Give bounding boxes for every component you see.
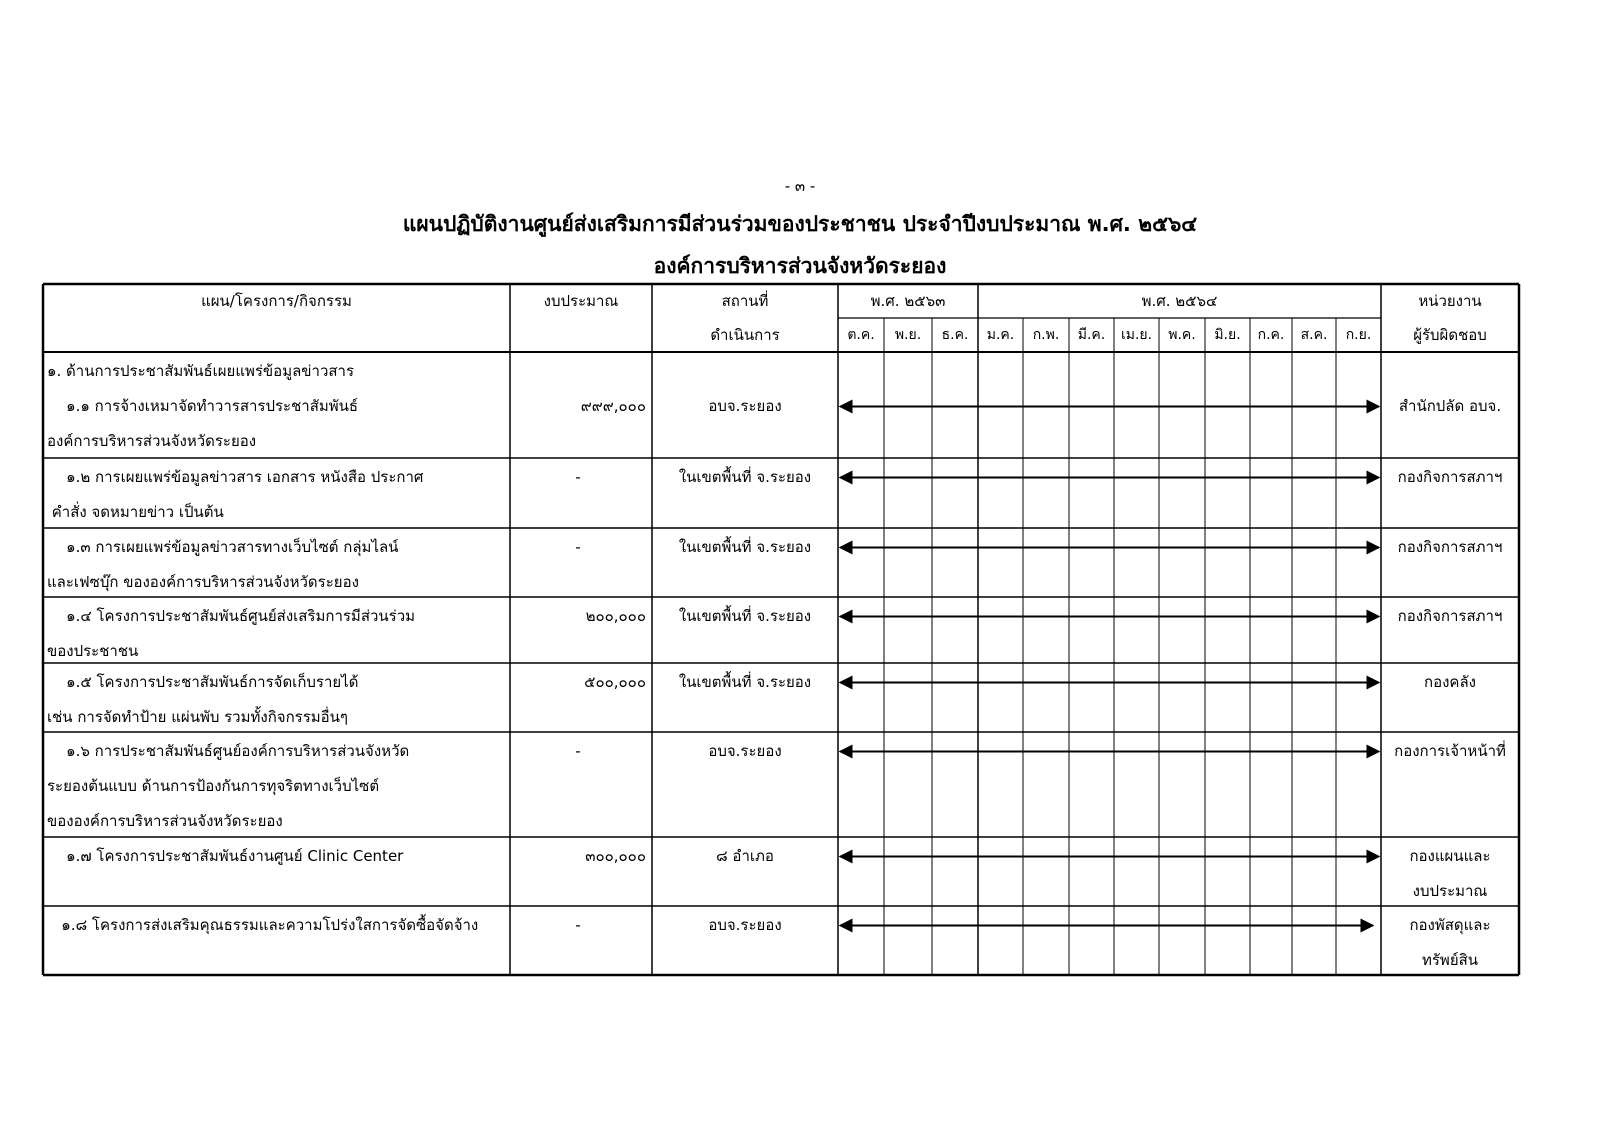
- row-activity-line: เช่น การจัดทำป้าย แผ่นพับ รวมทั้งกิจกรรมอื่นๆ: [47, 708, 348, 726]
- row-budget: -: [575, 916, 581, 934]
- row-location: ในเขตพื้นที่ จ.ระยอง: [678, 468, 812, 486]
- row-location: ในเขตพื้นที่ จ.ระยอง: [678, 607, 812, 625]
- row-budget: ๕๐๐,๐๐๐: [584, 673, 646, 691]
- header-month: มิ.ย.: [1214, 327, 1241, 343]
- row-activity-line: ระยองต้นแบบ ด้านการป้องกันการทุจริตทางเว็บไซต์: [47, 777, 380, 795]
- header-month: ก.ค.: [1257, 327, 1285, 343]
- header-month: ต.ค.: [847, 327, 875, 343]
- page-title: แผนปฏิบัติงานศูนย์ส่งเสริมการมีส่วนร่วมของประชาชน ประจำปีงบประมาณ พ.ศ. ๒๕๖๔: [402, 212, 1198, 236]
- row-activity-line: ๑.๖ การประชาสัมพันธ์ศูนย์องค์การบริหารส่วนจังหวัด: [47, 742, 410, 760]
- row-unit: ทรัพย์สิน: [1421, 951, 1479, 969]
- row-location: อบจ.ระยอง: [708, 916, 782, 934]
- header-location-line2: ดำเนินการ: [710, 326, 780, 344]
- row-unit: กองแผนและ: [1409, 847, 1491, 865]
- row-location: อบจ.ระยอง: [708, 742, 782, 760]
- row-activity-line: ๑.๗ โครงการประชาสัมพันธ์งานศูนย์ Clinic Center: [47, 847, 404, 865]
- row-unit: กองกิจการสภาฯ: [1397, 468, 1503, 486]
- header-location-line1: สถานที่: [721, 292, 769, 310]
- header-month: เม.ย.: [1120, 327, 1153, 343]
- row-activity-line: องค์การบริหารส่วนจังหวัดระยอง: [47, 432, 257, 450]
- row-unit: กองพัสดุและ: [1409, 916, 1491, 934]
- row-unit: กองกิจการสภาฯ: [1397, 538, 1503, 556]
- row-location: ในเขตพื้นที่ จ.ระยอง: [678, 673, 812, 691]
- header-year-2563: พ.ศ. ๒๕๖๓: [870, 292, 946, 310]
- row-unit: งบประมาณ: [1412, 882, 1488, 900]
- row-location: ในเขตพื้นที่ จ.ระยอง: [678, 538, 812, 556]
- row-activity-line: คำสั่ง จดหมายข่าว เป็นต้น: [47, 503, 224, 521]
- row-budget: -: [575, 468, 581, 486]
- header-month: มี.ค.: [1077, 327, 1106, 343]
- row-location: อบจ.ระยอง: [708, 397, 782, 415]
- row-activity-line: ขององค์การบริหารส่วนจังหวัดระยอง: [47, 812, 283, 830]
- row-budget: ๙๙๙,๐๐๐: [580, 397, 646, 415]
- row-location: ๘ อำเภอ: [716, 847, 774, 865]
- row-unit: กองการเจ้าหน้าที่: [1394, 742, 1506, 760]
- header-unit-line2: ผู้รับผิดชอบ: [1413, 326, 1487, 344]
- header-month: พ.ค.: [1168, 327, 1196, 343]
- header-activity: แผน/โครงการ/กิจกรรม: [201, 292, 352, 310]
- page-subtitle: องค์การบริหารส่วนจังหวัดระยอง: [653, 254, 947, 278]
- page-number: - ๓ -: [784, 177, 816, 195]
- row-budget: ๒๐๐,๐๐๐: [585, 607, 646, 625]
- row-activity-line: ๑. ด้านการประชาสัมพันธ์เผยแพร่ข้อมูลข่าวสาร: [47, 362, 355, 380]
- header-budget: งบประมาณ: [543, 292, 619, 310]
- row-budget: -: [575, 742, 581, 760]
- row-unit: สำนักปลัด อบจ.: [1398, 397, 1502, 415]
- row-activity-line: ๑.๔ โครงการประชาสัมพันธ์ศูนย์ส่งเสริมการมีส่วนร่วม: [47, 607, 416, 625]
- row-activity-line: ๑.๑ การจ้างเหมาจัดทำวารสารประชาสัมพันธ์: [47, 397, 359, 415]
- row-activity-line: ๑.๕ โครงการประชาสัมพันธ์การจัดเก็บรายได้: [47, 673, 359, 691]
- row-unit: กองกิจการสภาฯ: [1397, 607, 1503, 625]
- header-month: ธ.ค.: [941, 327, 969, 343]
- row-activity-line: และเฟซบุ๊ก ขององค์การบริหารส่วนจังหวัดระยอง: [47, 573, 359, 591]
- row-unit: กองคลัง: [1424, 673, 1476, 691]
- header-month: ก.ย.: [1345, 327, 1372, 343]
- header-month: ก.พ.: [1032, 327, 1060, 343]
- row-budget: -: [575, 538, 581, 556]
- header-month: ส.ค.: [1300, 327, 1328, 343]
- row-activity-line: ๑.๒ การเผยแพร่ข้อมูลข่าวสาร เอกสาร หนังสือ ประกาศ: [47, 468, 424, 486]
- row-activity-line: ๑.๘ โครงการส่งเสริมคุณธรรมและความโปร่งใสการจัดซื้อจัดจ้าง: [47, 916, 479, 934]
- row-budget: ๓๐๐,๐๐๐: [585, 847, 646, 865]
- row-activity-line: ๑.๓ การเผยแพร่ข้อมูลข่าวสารทางเว็บไซต์ กลุ่มไลน์: [47, 538, 399, 556]
- header-unit-line1: หน่วยงาน: [1418, 292, 1482, 310]
- header-month: ม.ค.: [986, 327, 1015, 343]
- row-activity-line: ของประชาชน: [47, 642, 139, 660]
- header-month: พ.ย.: [894, 327, 922, 343]
- header-year-2564: พ.ศ. ๒๕๖๔: [1141, 292, 1218, 310]
